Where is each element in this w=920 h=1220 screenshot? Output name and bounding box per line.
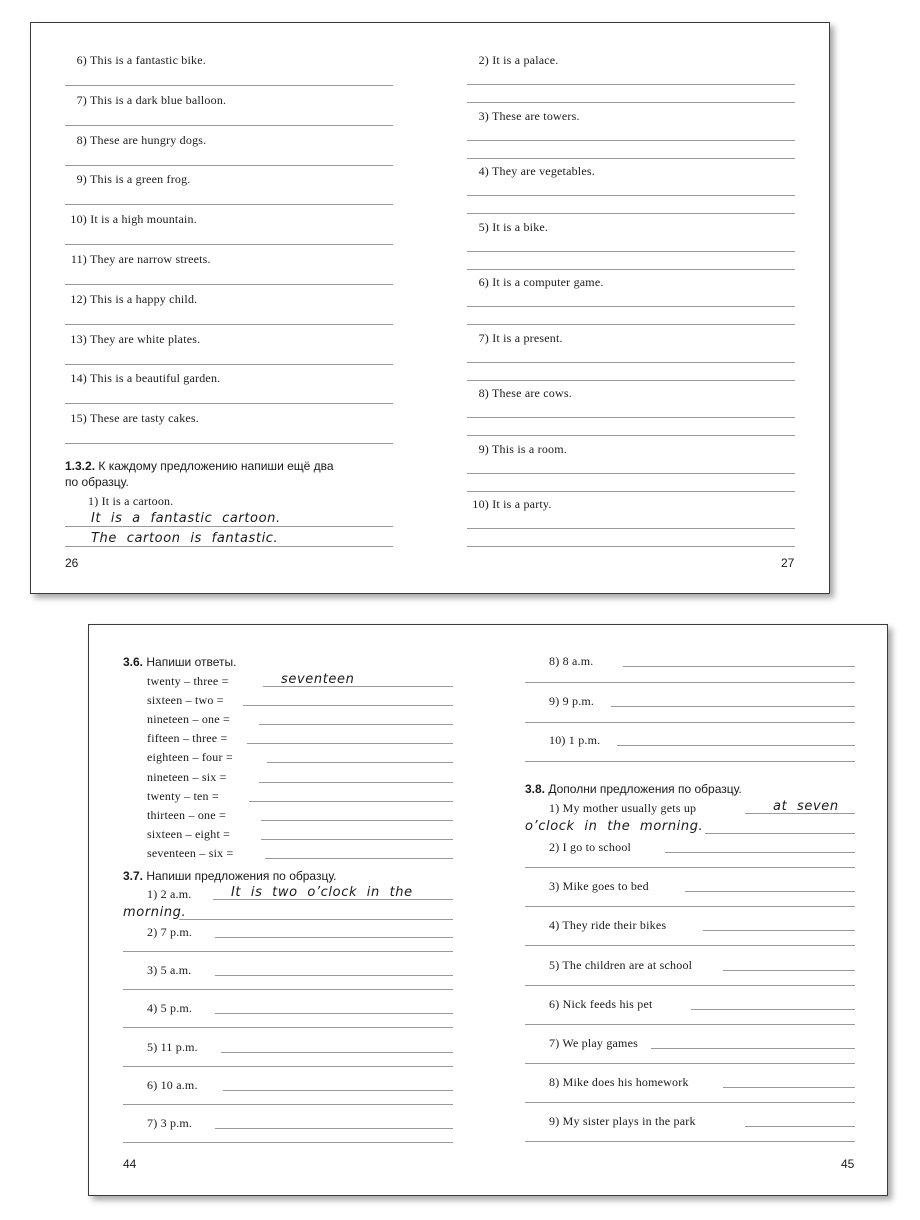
item-number: 14): [70, 371, 87, 386]
answer-blank: [261, 826, 453, 840]
exercise-item: [461, 109, 580, 124]
exercise-item: 7) 3 p.m.: [147, 1116, 193, 1130]
writing-line: [467, 324, 795, 325]
answer-blank: [691, 996, 855, 1010]
writing-line: [467, 473, 795, 474]
exercise-item: [461, 220, 548, 235]
item-number: 8): [478, 386, 489, 400]
answer-blank: [623, 653, 855, 667]
item-text: This is a room.: [491, 441, 567, 456]
writing-line: [525, 761, 855, 762]
workbook-spread-pages-26-27: [30, 22, 830, 594]
equation-text: eighteen – four =: [147, 750, 233, 765]
writing-line: [123, 951, 453, 952]
item-text: This is a fantastic bike.: [89, 53, 206, 67]
exercise-item: [59, 371, 220, 386]
exercise-item: [461, 164, 595, 179]
writing-line: [467, 269, 795, 270]
writing-line: [123, 989, 453, 990]
writing-line: [467, 380, 795, 381]
exercise-item: 7) We play games: [549, 1036, 638, 1050]
exercise-example-prompt: 1) My mother usually gets up: [549, 801, 697, 815]
exercise-instruction: Напиши ответы.: [146, 655, 237, 669]
writing-line: [467, 417, 795, 418]
item-number: 11): [70, 252, 87, 266]
writing-line: [65, 403, 393, 404]
item-text: They are narrow streets.: [89, 252, 211, 266]
handwritten-answer-continued: o’clock in the morning.: [525, 819, 704, 834]
exercise-item: [461, 497, 552, 512]
item-text: These are towers.: [491, 108, 580, 123]
item-number: 7): [76, 92, 87, 107]
item-number: 8): [76, 132, 87, 147]
writing-line: [525, 985, 855, 986]
exercise-number: 3.8.: [525, 782, 546, 796]
item-number: 15): [70, 411, 87, 426]
writing-line: [467, 546, 795, 547]
answer-blank: [249, 788, 453, 802]
answer-blank: [215, 1000, 453, 1014]
item-number: 3): [478, 108, 489, 123]
exercise-item: [59, 292, 197, 307]
answer-blank: [215, 924, 453, 938]
answer-blank: [247, 730, 453, 744]
answer-blank: [723, 1074, 855, 1088]
writing-line: [525, 906, 855, 907]
writing-line: [525, 1063, 855, 1064]
item-text: It is a bike.: [492, 219, 549, 234]
item-text: It is a palace.: [492, 53, 559, 67]
exercise-instruction: Напиши предложения по образцу.: [146, 869, 337, 883]
writing-line: [65, 165, 393, 166]
writing-line: [467, 306, 795, 307]
handwritten-answer: at seven: [773, 799, 839, 814]
writing-line: [65, 526, 393, 527]
writing-line: [65, 244, 393, 245]
answer-blank: [243, 692, 453, 706]
exercise-item: [59, 212, 197, 227]
exercise-item: 9) 9 p.m.: [549, 693, 595, 708]
item-text: It is a high mountain.: [90, 212, 197, 227]
item-number: 6): [76, 53, 87, 67]
item-number: 4): [478, 164, 489, 178]
exercise-item: [59, 332, 200, 347]
handwritten-answer: seventeen: [281, 672, 355, 687]
writing-line: [705, 833, 855, 834]
writing-line: [467, 213, 795, 214]
writing-line: [525, 1024, 855, 1025]
exercise-instruction-continued: по образцу.: [65, 475, 129, 489]
exercise-item: [461, 275, 604, 290]
exercise-item: [461, 53, 559, 68]
writing-line: [467, 251, 795, 252]
writing-line: [467, 435, 795, 436]
exercise-item: [59, 411, 199, 426]
item-text: These are tasty cakes.: [89, 411, 199, 426]
handwritten-answer-2: The cartoon is fantastic.: [91, 531, 279, 546]
exercise-item: 6) Nick feeds his pet: [549, 996, 653, 1011]
equation-text: thirteen – one =: [147, 807, 226, 822]
writing-line: [179, 919, 453, 920]
item-number: 9): [76, 172, 87, 187]
exercise-item: [59, 93, 226, 108]
answer-blank: [221, 1039, 453, 1053]
writing-line: [525, 945, 855, 946]
writing-line: [467, 84, 795, 85]
exercise-1-3-2-heading: [65, 459, 334, 473]
writing-line: [467, 195, 795, 196]
answer-blank: [723, 957, 855, 971]
page-number-right: 45: [841, 1157, 855, 1171]
answer-blank: [665, 839, 855, 853]
answer-blank: [611, 693, 855, 707]
item-number: 2): [478, 53, 489, 67]
item-text: This is a green frog.: [89, 172, 191, 187]
writing-line: [467, 528, 795, 529]
exercise-item: 6) 10 a.m.: [147, 1077, 198, 1092]
item-number: 6): [478, 275, 489, 289]
page-number-left: 44: [123, 1157, 137, 1171]
equation-text: twenty – three =: [147, 674, 229, 688]
handwritten-answer-continued: morning.: [123, 905, 187, 920]
exercise-example-prompt: 1) 2 a.m.: [147, 887, 192, 901]
item-number: 13): [70, 331, 87, 346]
writing-line: [525, 1102, 855, 1103]
item-number: 12): [70, 291, 87, 306]
exercise-3-6-heading: [123, 655, 236, 669]
writing-line: [65, 204, 393, 205]
writing-line: [467, 491, 795, 492]
item-text: This is a happy child.: [89, 291, 198, 306]
item-number: 5): [478, 219, 489, 234]
item-number: 9): [478, 441, 489, 456]
exercise-item: 8) 8 a.m.: [549, 654, 594, 668]
writing-line: [65, 125, 393, 126]
writing-line: [467, 362, 795, 363]
answer-blank: [265, 845, 453, 859]
item-number: 7): [478, 330, 489, 345]
item-number: 10): [472, 497, 489, 511]
writing-line: [65, 284, 393, 285]
exercise-instruction: Дополни предложения по образцу.: [548, 782, 742, 796]
exercise-item: [59, 133, 206, 148]
exercise-example: 1) It is a cartoon.: [88, 494, 174, 508]
exercise-item: 3) Mike goes to bed: [549, 879, 649, 894]
equation-text: seventeen – six =: [147, 845, 234, 860]
exercise-item: [461, 331, 563, 346]
answer-blank: [259, 769, 453, 783]
exercise-item: 5) The children are at school: [549, 957, 693, 972]
exercise-item: [59, 53, 206, 68]
exercise-item: [461, 386, 572, 401]
exercise-item: 8) Mike does his homework: [549, 1075, 689, 1090]
exercise-number: 1.3.2.: [65, 459, 96, 473]
writing-line: [123, 1066, 453, 1067]
writing-line: [65, 546, 393, 547]
exercise-item: 2) I go to school: [549, 840, 632, 854]
equation-text: sixteen – eight =: [147, 826, 231, 841]
exercise-instruction: К каждому предложению напиши ещё два: [98, 459, 334, 473]
exercise-3-7-heading: [123, 869, 336, 883]
equation-text: nineteen – six =: [147, 769, 227, 784]
answer-blank: [223, 1077, 453, 1091]
writing-line: [467, 158, 795, 159]
writing-line: [123, 1027, 453, 1028]
answer-blank: [259, 711, 453, 725]
item-text: It is a party.: [492, 497, 552, 511]
writing-line: [525, 682, 855, 683]
exercise-item: 3) 5 a.m.: [147, 963, 192, 978]
equation-text: nineteen – one =: [147, 712, 230, 727]
answer-blank: [215, 962, 453, 976]
exercise-item: 4) 5 p.m.: [147, 1001, 193, 1016]
item-text: It is a computer game.: [492, 275, 604, 289]
item-text: It is a present.: [492, 330, 563, 345]
writing-line: [123, 1142, 453, 1143]
item-text: These are cows.: [491, 386, 572, 400]
answer-blank: [745, 1113, 855, 1127]
item-text: These are hungry dogs.: [89, 132, 207, 147]
exercise-item: 2) 7 p.m.: [147, 925, 193, 939]
item-text: They are white plates.: [89, 331, 201, 346]
item-text: They are vegetables.: [491, 164, 595, 178]
answer-blank: [651, 1035, 855, 1049]
exercise-3-8-heading: [525, 782, 742, 796]
writing-line: [467, 140, 795, 141]
item-text: This is a beautiful garden.: [89, 371, 221, 386]
handwritten-answer: It is two o’clock in the: [231, 885, 413, 900]
writing-line: [467, 102, 795, 103]
exercise-item: [461, 442, 567, 457]
exercise-item: [59, 172, 191, 187]
writing-line: [525, 722, 855, 723]
writing-line: [65, 85, 393, 86]
answer-blank: [267, 749, 453, 763]
answer-blank: [261, 807, 453, 821]
workbook-spread-pages-44-45: [88, 624, 888, 1196]
answer-blank: [685, 878, 855, 892]
page-number-left: 26: [65, 556, 79, 570]
item-number: 10): [70, 212, 87, 227]
exercise-number: 3.7.: [123, 869, 144, 883]
exercise-item: 5) 11 p.m.: [147, 1039, 198, 1054]
writing-line: [123, 1104, 453, 1105]
handwritten-answer-1: It is a fantastic cartoon.: [91, 511, 281, 526]
item-text: This is a dark blue balloon.: [89, 92, 227, 107]
answer-blank: [617, 732, 855, 746]
equation-text: sixteen – two =: [147, 693, 224, 708]
answer-blank: [215, 1115, 453, 1129]
exercise-number: 3.6.: [123, 655, 144, 669]
exercise-item: [59, 252, 211, 267]
writing-line: [525, 867, 855, 868]
writing-line: [65, 443, 393, 444]
exercise-item: 9) My sister plays in the park: [549, 1114, 696, 1129]
equation-text: fifteen – three =: [147, 731, 228, 746]
answer-blank: [703, 917, 855, 931]
exercise-item: 4) They ride their bikes: [549, 918, 667, 933]
writing-line: [525, 1141, 855, 1142]
exercise-item: 10) 1 p.m.: [549, 733, 601, 747]
writing-line: [65, 364, 393, 365]
equation-text: twenty – ten =: [147, 788, 219, 803]
writing-line: [65, 324, 393, 325]
page-number-right: 27: [781, 556, 795, 570]
